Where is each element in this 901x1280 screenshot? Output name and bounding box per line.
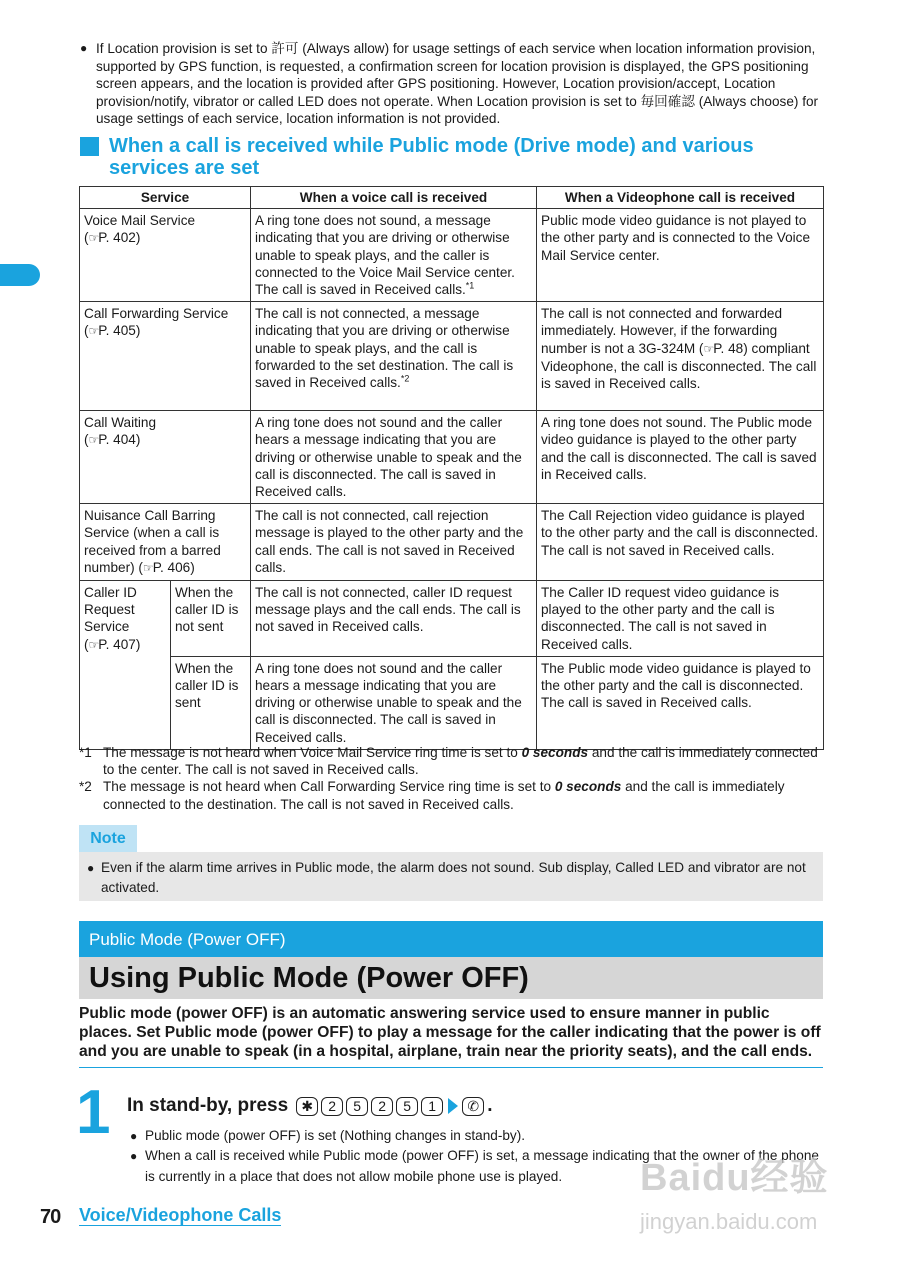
lead-paragraph: Public mode (power OFF) is an automatic answering service used to ensure manner in public places. Set Public mode (power OFF) to play a message for the caller indicating that the power is off and you are unable to speak (in a hospital, airplane, train near the priority seats), and the call ends. xyxy=(79,1004,823,1068)
table-row xyxy=(80,656,824,749)
public-mode-bar: Public Mode (Power OFF) xyxy=(79,921,823,957)
page-ref[interactable]: P. 405 xyxy=(98,323,136,339)
page-ref[interactable]: P. 404 xyxy=(98,432,136,448)
page-ref[interactable]: P. 406 xyxy=(152,559,191,575)
page-ref[interactable]: P. 402 xyxy=(98,230,136,246)
note-box xyxy=(79,852,823,901)
condition-cell: When the caller ID is not sent xyxy=(171,581,251,657)
header-voice: When a voice call is received xyxy=(251,187,537,209)
note-label: Note xyxy=(79,825,137,852)
key-5[interactable]: 5 xyxy=(346,1097,368,1116)
table-header-row xyxy=(80,187,824,209)
table-row xyxy=(80,504,824,581)
step-number: 1 xyxy=(76,1078,111,1147)
page-ref-icon: ☞ xyxy=(703,341,714,356)
footnotes xyxy=(79,744,823,813)
chapter-link[interactable]: Voice/Videophone Calls xyxy=(79,1205,282,1225)
key-2[interactable]: 2 xyxy=(371,1097,393,1116)
video-cell: Public mode video guidance is not played to the other party and is connected to the Voice Mail Service center. xyxy=(537,209,824,302)
voice-cell: A ring tone does not sound and the caller hears a message indicating that you are driving or otherwise unable to speak and the call is disconnected. The call is saved in Received calls. xyxy=(251,656,537,749)
footnote: *2 The message is not heard when Call Forwarding Service ring time is set to 0 seconds and the call is immediately connected to the destination. The call is not saved in Received calls. xyxy=(79,779,785,812)
video-cell: The Caller ID request video guidance is played to the other party and the call is disconnected. The call is not saved in Received calls. xyxy=(537,581,824,657)
page-number: 70 xyxy=(40,1206,61,1228)
key-2[interactable]: 2 xyxy=(321,1097,343,1116)
baidu-watermark: Baidu经验 xyxy=(640,1157,829,1199)
key-5[interactable]: 5 xyxy=(396,1097,418,1116)
table-row xyxy=(80,302,824,411)
bullet-icon: ● xyxy=(130,1149,138,1164)
note-text: Even if the alarm time arrives in Public mode, the alarm does not sound. Sub display, Called LED and vibrator are not activated. xyxy=(101,860,806,895)
video-cell: A ring tone does not sound. The Public mode video guidance is played to the other party and the call is disconnected. The call is saved in Received calls. xyxy=(537,411,824,504)
list-item: ● When a call is received while Public mode (power OFF) is set, a message indicating that the owner of the phone is currently in a place that does not allow mobile phone use is played. xyxy=(130,1146,822,1187)
page-ref[interactable]: P. 48 xyxy=(713,340,744,356)
heading-square-icon xyxy=(80,137,99,156)
bullet-icon: ● xyxy=(80,41,88,55)
star-key-icon[interactable]: ✱ xyxy=(296,1097,318,1116)
video-cell: The Public mode video guidance is played to the other party and the call is disconnected. The call is saved in Received calls. xyxy=(537,656,824,749)
voice-cell: The call is not connected, caller ID request message plays and the call ends. The call is not saved in Received calls. xyxy=(251,581,537,657)
arrow-right-icon xyxy=(448,1098,458,1114)
page-ref-icon: ☞ xyxy=(88,433,99,448)
footnote-ref: *2 xyxy=(400,373,410,384)
page-ref[interactable]: P. 407 xyxy=(98,636,136,652)
table-row xyxy=(80,581,824,657)
chapter-side-tab xyxy=(0,264,40,286)
watermark-url: jingyan.baidu.com xyxy=(640,1209,818,1234)
step-instruction: In stand-by, press ✱ 2 5 2 5 1 ✆ . xyxy=(127,1095,493,1116)
voice-cell: A ring tone does not sound, a message indicating that you are driving or otherwise unable to speak plays, and the caller is connected to the Voice Mail Service center. The call is saved in Received calls.$^{*1}$ xyxy=(251,209,537,302)
header-video: When a Videophone call is received xyxy=(537,187,824,209)
intro-bullet xyxy=(80,40,822,128)
service-cell: Call Waiting (☞P. 404) xyxy=(80,411,251,504)
voice-cell: The call is not connected, call rejection message is played to the other party and the call ends. The call is not saved in Received calls. xyxy=(251,504,537,581)
page-ref-icon: ☞ xyxy=(142,560,153,575)
call-key-icon[interactable]: ✆ xyxy=(462,1097,484,1116)
section-title: When a call is received while Public mode (Drive mode) and various services are set xyxy=(109,135,754,179)
header-service: Service xyxy=(80,187,251,209)
service-cell: Nuisance Call Barring Service (when a call is received from a barred number) (☞P. 406) xyxy=(80,504,251,581)
video-cell: The call is not connected and forwarded immediately. However, if the forwarding number is not a 3G-324M (☞P. 48) compliant Videophone, the call is disconnected. The call is saved in Received calls. xyxy=(537,302,824,411)
condition-cell: When the caller ID is sent xyxy=(171,656,251,749)
service-cell: Voice Mail Service (☞P. 402) xyxy=(80,209,251,302)
page-title: Using Public Mode (Power OFF) xyxy=(79,957,823,999)
services-table xyxy=(79,186,824,750)
list-item: ● Public mode (power OFF) is set (Nothing changes in stand-by). xyxy=(130,1126,822,1146)
footnote: *1 The message is not heard when Voice Mail Service ring time is set to 0 seconds and the call is immediately connected to the center. The call is not saved in Received calls. xyxy=(79,745,818,778)
footnote-ref: *1 xyxy=(465,280,475,291)
voice-cell: The call is not connected, a message indicating that you are driving or otherwise unable to speak plays, and the call is forwarded to the set destination. The call is saved in Received calls.$^{*2}$ xyxy=(251,302,537,411)
video-cell: The Call Rejection video guidance is played to the other party and the call is disconnected. The call is not saved in Received calls. xyxy=(537,504,824,581)
section-heading xyxy=(80,135,822,179)
voice-cell: A ring tone does not sound and the caller hears a message indicating that you are driving or otherwise unable to speak and the call is disconnected. The call is saved in Received calls. xyxy=(251,411,537,504)
page-ref-icon: ☞ xyxy=(88,637,99,652)
page-ref-icon: ☞ xyxy=(88,231,99,246)
service-cell: Call Forwarding Service (☞P. 405) xyxy=(80,302,251,411)
table-row xyxy=(80,411,824,504)
table-row xyxy=(80,209,824,302)
bullet-icon: ● xyxy=(130,1129,138,1143)
bullet-icon: ● xyxy=(87,861,95,875)
page-ref-icon: ☞ xyxy=(88,324,99,339)
service-cell: Caller ID Request Service (☞P. 407) xyxy=(80,581,171,750)
intro-text: If Location provision is set to 許可 (Always allow) for usage settings of each service when location information provision, supported by GPS function, is requested, a confirmation screen for location provision is displayed, the GPS positioning screen appears, and the location is provided after GPS positioning. However, Location provision/accept, Location provision/notify, vibrator or called LED does not operate. When Location provision is set to 毎回確認 (Always choose) for usage settings of each service, location information is not provided. xyxy=(96,41,819,127)
key-1[interactable]: 1 xyxy=(421,1097,443,1116)
